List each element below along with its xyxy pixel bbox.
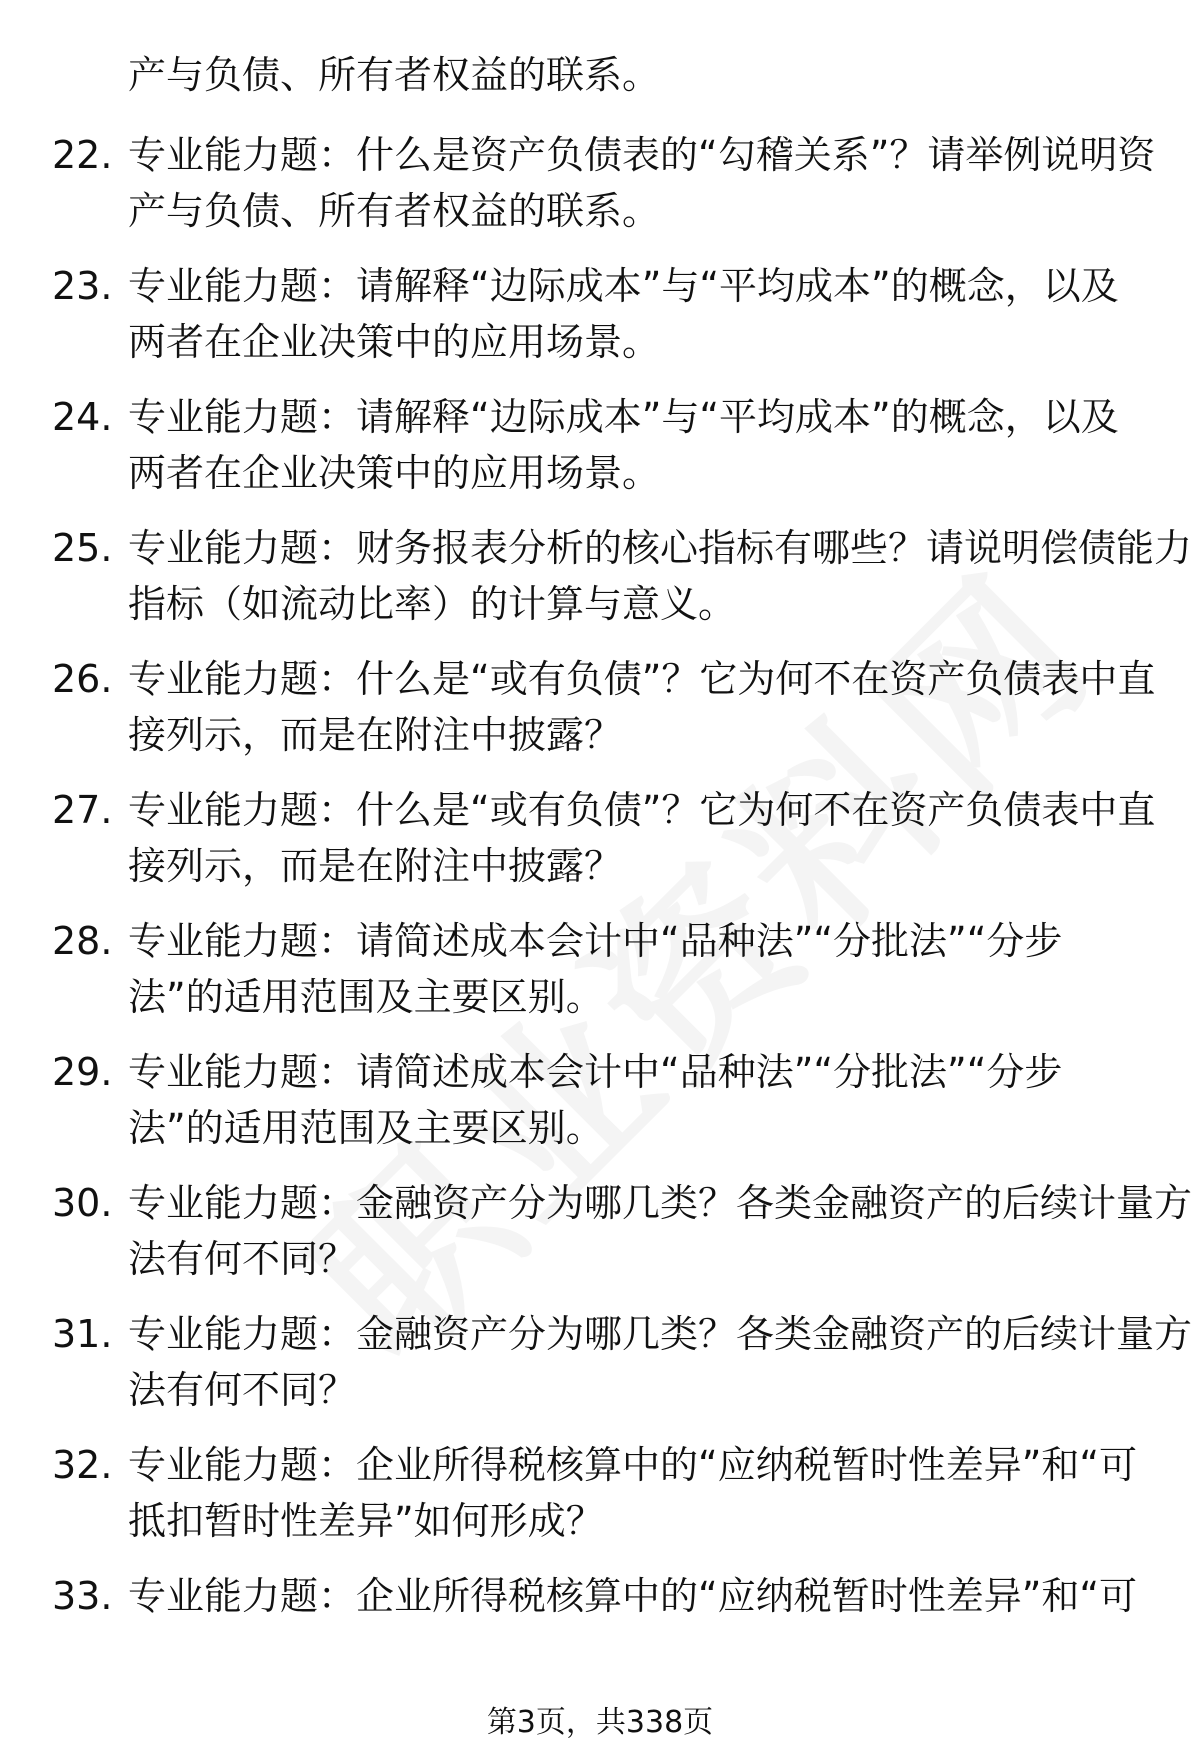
question-text-line: 法”的适用范围及主要区别。 bbox=[128, 975, 604, 1019]
question-text-line: 专业能力题：企业所得税核算中的“应纳税暂时性差异”和“可 bbox=[128, 1443, 1138, 1487]
question-text-line: 法有何不同？ bbox=[128, 1237, 357, 1281]
question-number: 31. bbox=[52, 1312, 113, 1356]
question-text-line: 接列示，而是在附注中披露？ bbox=[128, 713, 623, 757]
question-text-line: 专业能力题：企业所得税核算中的“应纳税暂时性差异”和“可 bbox=[128, 1574, 1138, 1618]
question-number: 33. bbox=[52, 1574, 113, 1618]
question-text-line: 专业能力题：请解释“边际成本”与“平均成本”的概念，以及 bbox=[128, 264, 1119, 308]
question-number: 25. bbox=[52, 526, 113, 570]
question-text-line: 专业能力题：财务报表分析的核心指标有哪些？请说明偿债能力 bbox=[128, 526, 1193, 570]
question-number: 29. bbox=[52, 1050, 113, 1094]
question-text-line: 法有何不同？ bbox=[128, 1368, 357, 1412]
question-text-line: 专业能力题：金融资产分为哪几类？各类金融资产的后续计量方 bbox=[128, 1312, 1193, 1356]
question-number: 32. bbox=[52, 1443, 113, 1487]
question-text-line: 专业能力题：什么是“或有负债”？它为何不在资产负债表中直 bbox=[128, 788, 1156, 832]
question-text-line: 接列示，而是在附注中披露？ bbox=[128, 844, 623, 888]
page-number: 第3页，共338页 bbox=[486, 1705, 714, 1740]
question-text-line: 专业能力题：金融资产分为哪几类？各类金融资产的后续计量方 bbox=[128, 1181, 1193, 1225]
question-text-line: 专业能力题：什么是资产负债表的“勾稽关系”？请举例说明资 bbox=[128, 133, 1156, 177]
question-number: 26. bbox=[52, 657, 113, 701]
question-number: 23. bbox=[52, 264, 113, 308]
question-text-line: 专业能力题：请解释“边际成本”与“平均成本”的概念，以及 bbox=[128, 395, 1119, 439]
question-number: 27. bbox=[52, 788, 113, 832]
question-text-line: 专业能力题：请简述成本会计中“品种法”“分批法”“分步 bbox=[128, 1050, 1063, 1094]
question-number: 22. bbox=[52, 133, 113, 177]
question-text-line: 产与负债、所有者权益的联系。 bbox=[128, 189, 661, 233]
question-number: 28. bbox=[52, 919, 113, 963]
question-text-line: 两者在企业决策中的应用场景。 bbox=[128, 451, 661, 495]
question-text-line: 指标（如流动比率）的计算与意义。 bbox=[128, 582, 737, 626]
question-number: 24. bbox=[52, 395, 113, 439]
question-text-line: 法”的适用范围及主要区别。 bbox=[128, 1106, 604, 1150]
continuation-line: 产与负债、所有者权益的联系。 bbox=[128, 53, 661, 97]
question-text-line: 抵扣暂时性差异”如何形成？ bbox=[128, 1499, 604, 1543]
question-text-line: 专业能力题：什么是“或有负债”？它为何不在资产负债表中直 bbox=[128, 657, 1156, 701]
question-text-line: 专业能力题：请简述成本会计中“品种法”“分批法”“分步 bbox=[128, 919, 1063, 963]
question-number: 30. bbox=[52, 1181, 113, 1225]
question-text-line: 两者在企业决策中的应用场景。 bbox=[128, 320, 661, 364]
